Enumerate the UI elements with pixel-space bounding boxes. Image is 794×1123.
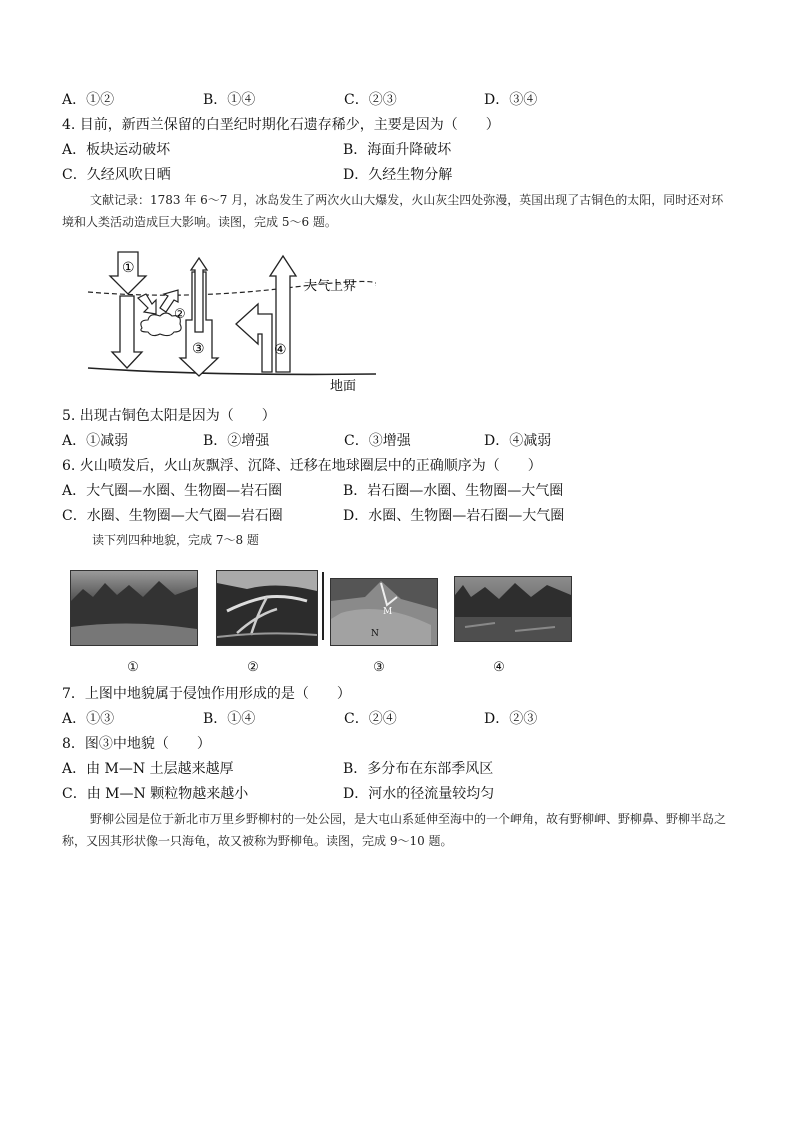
passage-intro-2: 读下列四种地貌，完成 7～8 题	[92, 533, 259, 547]
q4-option-b[interactable]: B．海面升降破坏	[343, 142, 452, 158]
landform-photo-4	[454, 576, 572, 642]
q7-option-a[interactable]: A．①③	[62, 711, 115, 727]
q5-stem: 5. 出现古铜色太阳是因为（ ）	[62, 408, 276, 424]
q7-option-b[interactable]: B．①④	[203, 711, 256, 727]
q5-option-c[interactable]: C．③增强	[344, 433, 411, 449]
photo-label-2: ②	[247, 660, 259, 675]
photo-label-1: ①	[127, 660, 139, 675]
q6-option-c[interactable]: C．水圈、生物圈—大气圈—岩石圈	[62, 508, 283, 524]
atmosphere-top-label: 大气上界	[304, 279, 357, 294]
q7-option-c[interactable]: C．②④	[344, 711, 397, 727]
q5-option-d[interactable]: D．④减弱	[484, 433, 552, 449]
q4-option-a[interactable]: A．板块运动破坏	[62, 142, 171, 158]
arrow-label-3: ③	[192, 341, 205, 357]
landform-photo-1	[70, 570, 198, 646]
landform-photo-3	[330, 578, 438, 646]
arrow-label-1: ①	[122, 260, 135, 276]
ground-label: 地面	[330, 379, 357, 394]
photo-label-3: ③	[373, 660, 385, 675]
photo-3-mark-n: N	[371, 629, 379, 639]
arrow-3	[180, 258, 218, 376]
passage-intro-1: 文献记录：1783 年 6～7 月，冰岛发生了两次火山大爆发，火山灰尘四处弥漫，英国出现了古铜色的太阳，同时还对环境和人类活动造成巨大影响。读图，完成 5～6 题。	[62, 193, 724, 229]
q6-option-b[interactable]: B．岩石圈—水圈、生物圈—大气圈	[343, 483, 564, 499]
q3-option-a[interactable]: A．①②	[62, 92, 115, 108]
q7-option-d[interactable]: D．②③	[484, 711, 538, 727]
arrow-1-ground	[112, 296, 142, 368]
q4-option-d[interactable]: D．久经生物分解	[343, 167, 453, 183]
ground-line	[88, 368, 376, 374]
photo-label-4: ④	[493, 660, 505, 675]
arrow-label-4: ④	[274, 342, 287, 358]
arrow-2-reflected	[138, 290, 178, 314]
q3-option-c[interactable]: C．②③	[344, 92, 397, 108]
photo-3-mark-m: M	[383, 607, 393, 617]
q4-stem: 4. 目前，新西兰保留的白垩纪时期化石遗存稀少，主要是因为（ ）	[62, 117, 500, 133]
q7-stem: 7．上图中地貌属于侵蚀作用形成的是（ ）	[62, 686, 351, 702]
q3-option-b[interactable]: B．①④	[203, 92, 256, 108]
q5-option-b[interactable]: B．②增强	[203, 433, 270, 449]
photo-divider	[322, 572, 324, 640]
q8-stem: 8．图③中地貌（ ）	[62, 736, 211, 752]
q8-option-a[interactable]: A．由 M—N 土层越来越厚	[62, 761, 234, 777]
q6-option-d[interactable]: D．水圈、生物圈—岩石圈—大气圈	[343, 508, 565, 524]
q4-option-c[interactable]: C．久经风吹日晒	[62, 167, 171, 183]
passage-intro-3: 野柳公园是位于新北市万里乡野柳村的一处公园，是大屯山系延伸至海中的一个岬角，故有野柳岬、野柳鼻、野柳半岛之称，又因其形状像一只海龟，故又被称为野柳龟。读图，完成 9～10 题。	[62, 812, 727, 848]
q8-option-d[interactable]: D．河水的径流量较均匀	[343, 786, 495, 802]
q8-option-b[interactable]: B．多分布在东部季风区	[343, 761, 494, 777]
q6-stem: 6. 火山喷发后，火山灰飘浮、沉降、迁移在地球圈层中的正确顺序为（ ）	[62, 458, 542, 474]
arrow-4	[236, 256, 296, 372]
q8-option-c[interactable]: C．由 M—N 颗粒物越来越小	[62, 786, 249, 802]
arrow-label-2: ②	[174, 307, 186, 322]
landform-photo-2	[216, 570, 318, 646]
radiation-diagram	[86, 248, 376, 396]
q3-option-d[interactable]: D．③④	[484, 92, 538, 108]
q5-option-a[interactable]: A．①减弱	[62, 433, 129, 449]
q6-option-a[interactable]: A．大气圈—水圈、生物圈—岩石圈	[62, 483, 283, 499]
